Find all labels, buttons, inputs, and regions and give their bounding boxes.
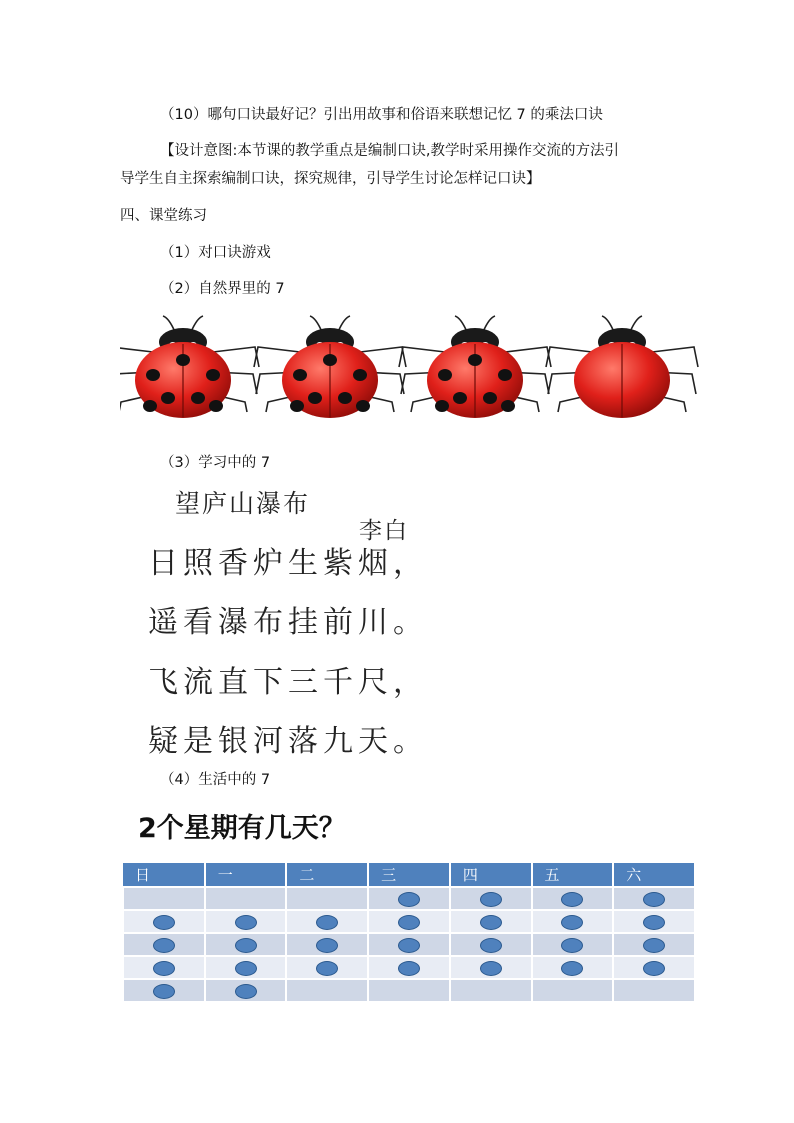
poem-line-2: 遥看瀑布挂前川。	[148, 605, 428, 640]
poem-line-1: 日照香炉生紫烟，	[148, 546, 428, 581]
calendar-cell	[450, 979, 532, 1002]
ladybug-spot	[453, 392, 467, 404]
calendar-row	[123, 910, 695, 933]
calendar-table	[122, 863, 696, 1003]
day-dot	[643, 892, 665, 907]
ladybug-spot	[353, 369, 367, 381]
day-dot	[643, 961, 665, 976]
item-10-text: （10）哪句口诀最好记？引出用故事和俗语来联想记忆 7 的乘法口诀	[160, 107, 603, 123]
ladybug-spot	[293, 369, 307, 381]
day-dot	[398, 938, 420, 953]
day-dot	[561, 892, 583, 907]
ladybug-spot	[438, 369, 452, 381]
day-dot	[316, 961, 338, 976]
calendar-cell	[286, 979, 368, 1002]
ladybug-spot	[483, 392, 497, 404]
section-4-heading: 四、课堂练习	[120, 208, 207, 224]
ladybug-spot	[356, 400, 370, 412]
ladybug-spot	[209, 400, 223, 412]
day-dot	[235, 938, 257, 953]
poem-line-4: 疑是银河落九天。	[148, 724, 428, 759]
exercise-1: （1）对口诀游戏	[160, 245, 271, 261]
day-dot	[561, 938, 583, 953]
calendar-cell	[205, 910, 287, 933]
calendar-cell	[532, 887, 614, 910]
exercise-3: （3）学习中的 7	[160, 455, 271, 471]
day-dot	[316, 915, 338, 930]
calendar-cell	[205, 887, 287, 910]
calendar-cell	[532, 933, 614, 956]
ladybug-spot	[161, 392, 175, 404]
calendar-cell	[205, 933, 287, 956]
calendar-cell	[613, 933, 695, 956]
calendar-cell	[123, 933, 205, 956]
calendar-row	[123, 933, 695, 956]
ladybug	[120, 316, 259, 418]
calendar-header-thu: 四	[450, 863, 532, 887]
day-dot	[398, 961, 420, 976]
day-dot	[153, 915, 175, 930]
calendar-cell	[532, 979, 614, 1002]
calendar-cell	[532, 910, 614, 933]
exercise-2: （2）自然界里的 7	[160, 281, 285, 297]
ladybug-spot	[435, 400, 449, 412]
calendar-cell	[532, 956, 614, 979]
ladybug-spot	[323, 354, 337, 366]
calendar-cell	[450, 910, 532, 933]
day-dot	[153, 961, 175, 976]
calendar-cell	[613, 910, 695, 933]
ladybug-spot	[206, 369, 220, 381]
day-dot	[480, 892, 502, 907]
ladybug-spot	[290, 400, 304, 412]
exercise-4: （4）生活中的 7	[160, 772, 271, 788]
ladybug-spot	[143, 400, 157, 412]
ladybug-illustrations	[120, 312, 705, 424]
calendar-cell	[368, 910, 450, 933]
poem-author: 李白	[359, 518, 409, 544]
day-dot	[480, 938, 502, 953]
day-dot	[235, 961, 257, 976]
ladybug-spot	[176, 354, 190, 366]
day-dot	[398, 892, 420, 907]
ladybug	[399, 316, 551, 418]
calendar-header-sun: 日	[123, 863, 205, 887]
calendar-cell	[286, 910, 368, 933]
day-dot	[398, 915, 420, 930]
design-intent-line-2: 导学生自主探索编制口诀，探究规律，引导学生讨论怎样记口诀】	[120, 171, 541, 187]
ladybug-spot	[191, 392, 205, 404]
ladybug-spot	[498, 369, 512, 381]
calendar-cell	[123, 979, 205, 1002]
calendar-cell	[123, 956, 205, 979]
calendar-cell	[368, 979, 450, 1002]
calendar-cell	[205, 956, 287, 979]
ladybug-spot	[468, 354, 482, 366]
calendar-cell	[613, 887, 695, 910]
day-dot	[643, 915, 665, 930]
calendar-cell	[368, 887, 450, 910]
calendar-cell	[286, 887, 368, 910]
day-dot	[316, 938, 338, 953]
day-dot	[153, 938, 175, 953]
calendar-row	[123, 887, 695, 910]
day-dot	[561, 915, 583, 930]
ladybug-spot	[501, 400, 515, 412]
day-dot	[480, 961, 502, 976]
calendar-cell	[450, 956, 532, 979]
day-dot	[643, 938, 665, 953]
day-dot	[235, 984, 257, 999]
ladybug-spot	[338, 392, 352, 404]
calendar-cell	[450, 933, 532, 956]
day-dot	[561, 961, 583, 976]
day-dot	[153, 984, 175, 999]
weeks-question: 2个星期有几天？	[138, 813, 346, 844]
design-intent-line-1: 【设计意图:本节课的教学重点是编制口诀,教学时采用操作交流的方法引	[160, 143, 619, 159]
calendar-cell	[450, 887, 532, 910]
ladybug	[254, 316, 406, 418]
calendar-cell	[205, 979, 287, 1002]
calendar-row	[123, 979, 695, 1002]
calendar-header-mon: 一	[205, 863, 287, 887]
calendar-row	[123, 956, 695, 979]
calendar-cell	[123, 910, 205, 933]
calendar-cell	[286, 933, 368, 956]
calendar-cell	[123, 887, 205, 910]
day-dot	[480, 915, 502, 930]
calendar-header-sat: 六	[613, 863, 695, 887]
calendar-header-tue: 二	[286, 863, 368, 887]
ladybug-spot	[308, 392, 322, 404]
calendar-cell	[286, 956, 368, 979]
calendar-cell	[368, 956, 450, 979]
poem-line-3: 飞流直下三千尺，	[148, 665, 428, 700]
ladybug-spot	[146, 369, 160, 381]
calendar-cell	[613, 956, 695, 979]
ladybug	[546, 316, 698, 418]
day-dot	[235, 915, 257, 930]
calendar-cell	[368, 933, 450, 956]
calendar-cell	[613, 979, 695, 1002]
calendar-header-fri: 五	[532, 863, 614, 887]
poem-title: 望庐山瀑布	[175, 489, 311, 518]
calendar-header-wed: 三	[368, 863, 450, 887]
